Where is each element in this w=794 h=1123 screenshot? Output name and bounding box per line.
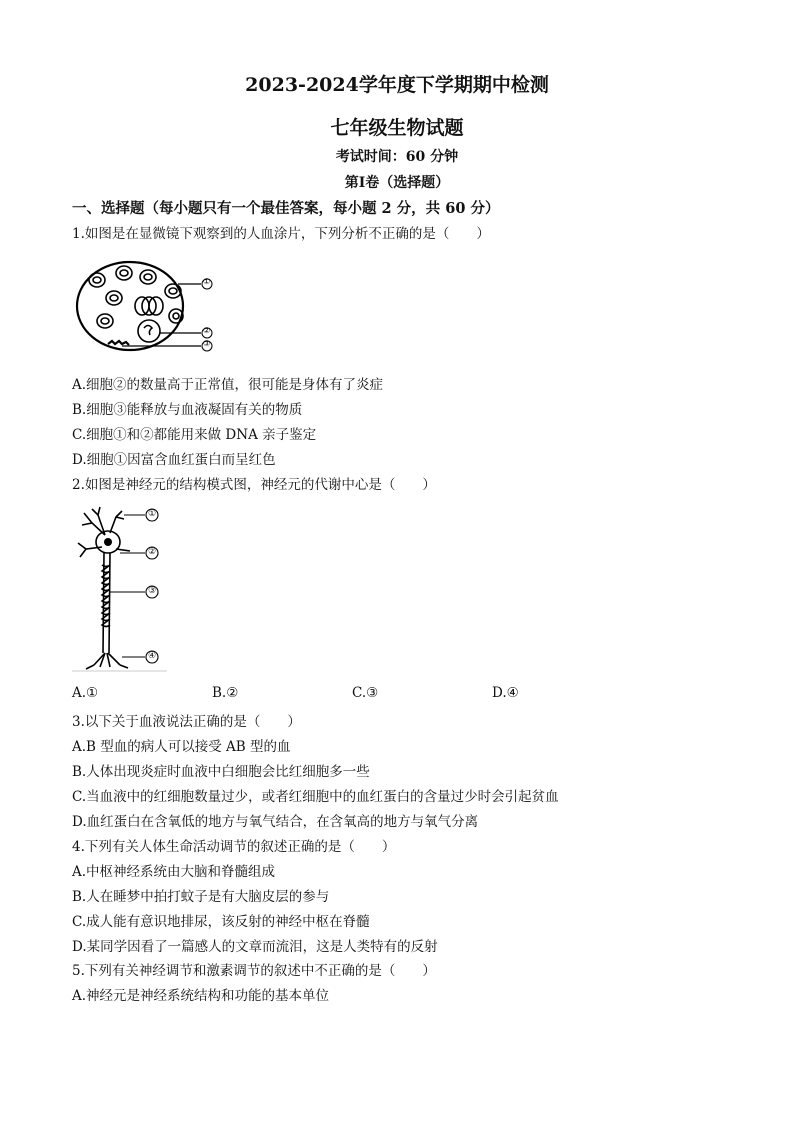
question-1-stem: 1.如图是在显微镜下观察到的人血涂片，下列分析不正确的是（ ）: [72, 226, 490, 242]
fig2-label-2: ②: [148, 547, 157, 557]
exam-time: 考试时间：60 分钟: [335, 149, 459, 165]
q2-option-c: C.③: [352, 685, 379, 701]
volume-label: 第Ⅰ卷（选择题）: [344, 175, 450, 191]
fig2-label-4: ④: [148, 651, 157, 661]
fig1-label-1: ①: [203, 277, 211, 286]
q5-option-a: A.神经元是神经系统结构和功能的基本单位: [72, 988, 330, 1004]
question-2-stem: 2.如图是神经元的结构模式图，神经元的代谢中心是（ ）: [72, 477, 436, 493]
question-5-stem: 5.下列有关神经调节和激素调节的叙述中不正确的是（ ）: [72, 963, 436, 979]
question-4-stem: 4.下列有关人体生命活动调节的叙述正确的是（ ）: [72, 839, 396, 855]
q1-option-d: D.细胞①因富含血红蛋白而呈红色: [72, 452, 276, 468]
q4-option-d: D.某同学因看了一篇感人的文章而流泪，这是人类特有的反射: [72, 939, 438, 955]
fig1-label-3: ③: [203, 339, 211, 348]
section-heading: 一、选择题（每小题只有一个最佳答案，每小题 2 分，共 60 分）: [72, 200, 500, 217]
exam-subtitle: 七年级生物试题: [330, 117, 464, 139]
q1-option-c: C.细胞①和②都能用来做 DNA 亲子鉴定: [72, 427, 317, 443]
fig1-label-2: ②: [203, 326, 211, 335]
question-3-stem: 3.以下关于血液说法正确的是（ ）: [72, 714, 301, 730]
q2-option-a: A.①: [72, 685, 99, 701]
q2-option-b: B.②: [212, 685, 239, 701]
q2-option-d: D.④: [492, 685, 519, 701]
q4-option-c: C.成人能有意识地排尿，该反射的神经中枢在脊髓: [72, 914, 370, 930]
q3-option-b: B.人体出现炎症时血液中白细胞会比红细胞多一些: [72, 764, 370, 780]
q1-option-a: A.细胞②的数量高于正常值，很可能是身体有了炎症: [72, 377, 384, 393]
q4-option-a: A.中枢神经系统由大脑和脊髓组成: [72, 864, 276, 880]
q4-option-b: B.人在睡梦中拍打蚊子是有大脑皮层的参与: [72, 889, 330, 905]
q3-option-a: A.B 型血的病人可以接受 AB 型的血: [72, 739, 291, 755]
q1-option-b: B.细胞③能释放与血液凝固有关的物质: [72, 402, 303, 418]
q3-option-d: D.血红蛋白在含氧低的地方与氧气结合，在含氧高的地方与氧气分离: [72, 814, 479, 830]
exam-title: 2023-2024学年度下学期期中检测: [245, 74, 549, 96]
fig2-label-3: ③: [148, 586, 157, 596]
q3-option-c: C.当血液中的红细胞数量过少，或者红细胞中的血红蛋白的含量过少时会引起贫血: [72, 789, 559, 805]
fig2-label-1: ①: [148, 509, 157, 519]
